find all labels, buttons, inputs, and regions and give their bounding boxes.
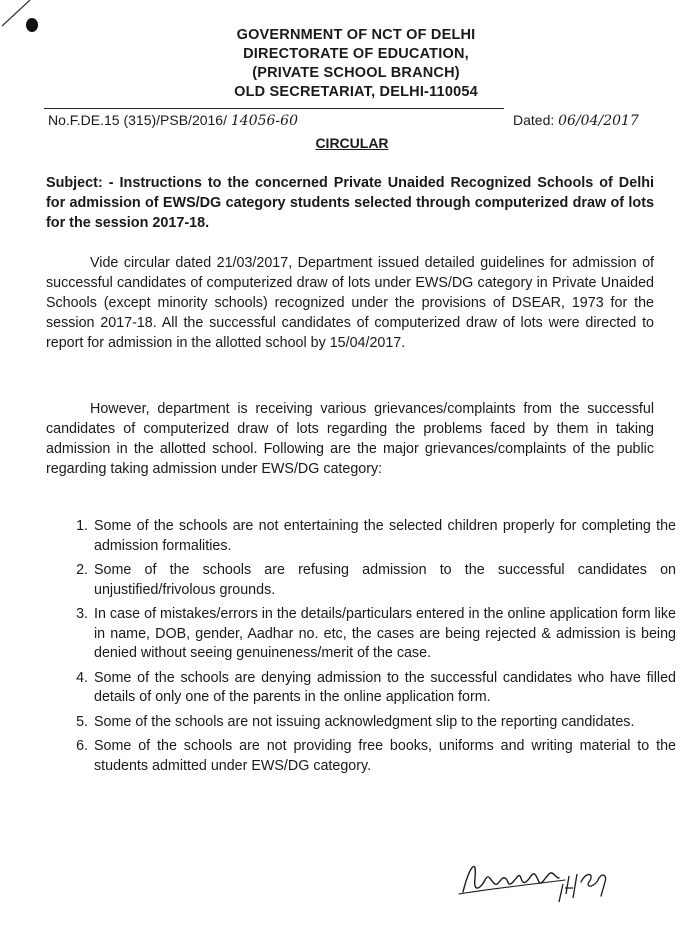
grievance-item-5: 5. Some of the schools are not issuing acknowledgment slip to the reporting candidates. [92, 713, 676, 733]
header-line-4: OLD SECRETARIAT, DELHI-110054 [234, 84, 478, 100]
grievance-item-6: 6. Some of the schools are not providing free books, uniforms and writing material to the students admitted under EWS/DG category. [92, 737, 676, 776]
dated-field [513, 112, 639, 129]
grievance-item-2: 2. Some of the schools are refusing admission to the successful candidates on unjustified/frivolous grounds. [92, 561, 676, 600]
grievance-item-4: 4. Some of the schools are denying admission to the successful candidates who have filled details of only one of the parents in the online application form. [92, 669, 676, 708]
subject-text: Subject: - Instructions to the concerned Private Unaided Recognized Schools of Delhi for admission of EWS/DG category students selected through computerized draw of lots for the session 2017-18. [46, 175, 654, 231]
dated-label: Dated: [513, 112, 555, 128]
circular-title: CIRCULAR [315, 135, 389, 151]
grievance-item-3: 3. In case of mistakes/errors in the details/particulars entered in the online application form like in name, DOB, gender, Aadhar no. etc, the cases are being rejected & admission is being denied without seeing genuineness/merit of the case. [92, 605, 676, 664]
paragraph-1: Vide circular dated 21/03/2017, Department issued detailed guidelines for admission of successful candidates of computerized draw of lots under EWS/DG category in Private Unaided Schools (except minority schools) recognized under the provisions of DSEAR, 1973 for the session 2017-18. All the successful candidates of computerized draw of lots were directed to report for admission in the allotted school by 15/04/2017. [46, 255, 654, 351]
header-divider [44, 108, 504, 109]
grievance-list [70, 517, 676, 776]
reference-number [48, 112, 298, 129]
dated-handwritten: 06/04/2017 [558, 113, 639, 129]
paragraph-2: However, department is receiving various grievances/complaints from the successful candidates of computerized draw of lots regarding the problems faced by them in taking admission in the allotted school. Following are the major grievances/complaints of the public regarding taking admission under EWS/DG category: [46, 401, 654, 477]
header-line-1: GOVERNMENT OF NCT OF DELHI [236, 27, 476, 43]
header-line-3: (PRIVATE SCHOOL BRANCH) [252, 65, 460, 81]
letterhead [0, 26, 684, 102]
reference-number-handwritten: 14056-60 [230, 113, 298, 129]
reference-number-printed: No.F.DE.15 (315)/PSB/2016/ [48, 112, 227, 128]
header-line-2: DIRECTORATE OF EDUCATION, [243, 46, 469, 62]
grievance-item-1: 1. Some of the schools are not entertaining the selected children properly for completing the admission formalities. [92, 517, 676, 556]
handwritten-signature [455, 848, 625, 908]
